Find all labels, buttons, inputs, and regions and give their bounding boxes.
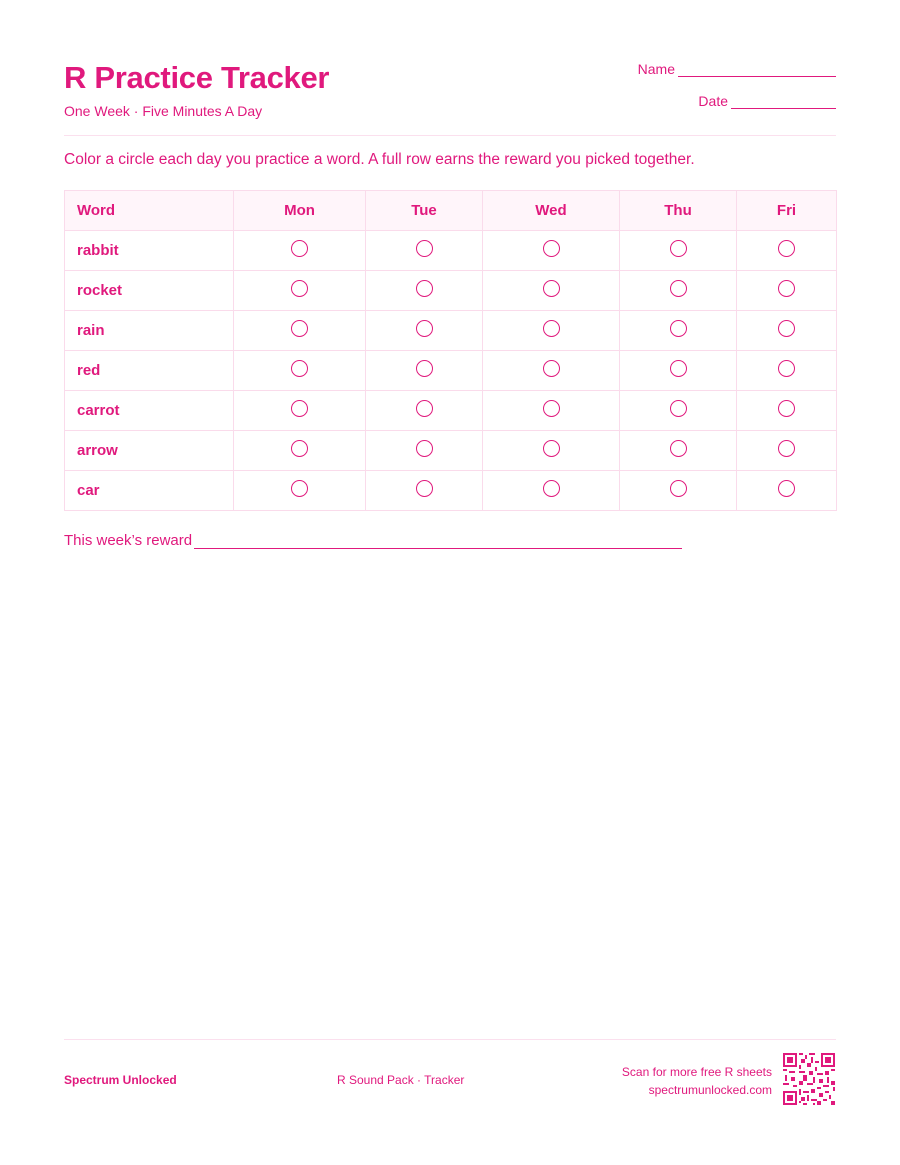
day-cell-thu — [620, 311, 737, 351]
column-header-thu: Thu — [620, 191, 737, 231]
table-row — [65, 271, 837, 311]
day-cell-mon — [234, 271, 366, 311]
name-label: Name — [637, 61, 675, 77]
day-cell-tue — [366, 431, 483, 471]
day-cell-thu — [620, 271, 737, 311]
practice-circle[interactable] — [778, 360, 795, 377]
footer-scan-block — [622, 1063, 772, 1099]
day-cell-tue — [366, 311, 483, 351]
footer-url[interactable]: spectrumunlocked.com — [648, 1083, 772, 1097]
practice-table — [64, 190, 837, 511]
table-row — [65, 391, 837, 431]
day-cell-mon — [234, 311, 366, 351]
practice-circle[interactable] — [291, 240, 308, 257]
day-cell-mon — [234, 231, 366, 271]
reward-line[interactable] — [194, 532, 682, 549]
qr-code-icon[interactable] — [783, 1053, 835, 1105]
day-cell-fri — [737, 431, 837, 471]
practice-circle[interactable] — [670, 240, 687, 257]
word-cell: arrow — [65, 431, 234, 471]
date-field[interactable] — [698, 93, 836, 109]
practice-circle[interactable] — [543, 440, 560, 457]
table-header-row — [65, 191, 837, 231]
footer-divider — [64, 1039, 836, 1040]
day-cell-fri — [737, 351, 837, 391]
practice-circle[interactable] — [778, 280, 795, 297]
column-header-wed: Wed — [483, 191, 620, 231]
column-header-tue: Tue — [366, 191, 483, 231]
column-header-fri: Fri — [737, 191, 837, 231]
footer-pack-label: R Sound Pack · Tracker — [337, 1073, 465, 1087]
date-line[interactable] — [731, 94, 836, 109]
page-subtitle: One Week · Five Minutes A Day — [64, 103, 263, 119]
reward-field[interactable] — [64, 532, 682, 549]
day-cell-mon — [234, 471, 366, 511]
practice-circle[interactable] — [778, 480, 795, 497]
practice-circle[interactable] — [670, 400, 687, 417]
day-cell-fri — [737, 391, 837, 431]
name-field[interactable] — [638, 61, 836, 77]
table-row — [65, 351, 837, 391]
practice-circle[interactable] — [778, 400, 795, 417]
day-cell-mon — [234, 391, 366, 431]
practice-circle[interactable] — [291, 480, 308, 497]
practice-circle[interactable] — [291, 360, 308, 377]
practice-circle[interactable] — [416, 240, 433, 257]
practice-circle[interactable] — [416, 440, 433, 457]
table-row — [65, 431, 837, 471]
practice-circle[interactable] — [416, 360, 433, 377]
footer-scan-text: Scan for more free R sheets — [621, 1065, 772, 1079]
day-cell-wed — [483, 231, 620, 271]
practice-circle[interactable] — [670, 480, 687, 497]
day-cell-tue — [366, 471, 483, 511]
day-cell-fri — [737, 471, 837, 511]
practice-circle[interactable] — [291, 320, 308, 337]
word-cell: rain — [65, 311, 234, 351]
day-cell-tue — [366, 271, 483, 311]
practice-circle[interactable] — [670, 320, 687, 337]
day-cell-wed — [483, 391, 620, 431]
day-cell-tue — [366, 231, 483, 271]
page-title: R Practice Tracker — [64, 60, 330, 95]
practice-circle[interactable] — [543, 240, 560, 257]
day-cell-tue — [366, 391, 483, 431]
day-cell-fri — [737, 231, 837, 271]
practice-circle[interactable] — [670, 280, 687, 297]
day-cell-wed — [483, 271, 620, 311]
name-line[interactable] — [678, 62, 836, 77]
practice-circle[interactable] — [670, 440, 687, 457]
practice-circle[interactable] — [543, 400, 560, 417]
practice-circle[interactable] — [778, 240, 795, 257]
day-cell-wed — [483, 471, 620, 511]
table-row — [65, 231, 837, 271]
word-cell: rocket — [65, 271, 234, 311]
practice-circle[interactable] — [291, 440, 308, 457]
practice-circle[interactable] — [291, 280, 308, 297]
day-cell-wed — [483, 431, 620, 471]
day-cell-fri — [737, 271, 837, 311]
table-row — [65, 471, 837, 511]
practice-circle[interactable] — [416, 320, 433, 337]
practice-circle[interactable] — [416, 400, 433, 417]
column-header-mon: Mon — [234, 191, 366, 231]
day-cell-mon — [234, 351, 366, 391]
word-cell: carrot — [65, 391, 234, 431]
instructions-text: Color a circle each day you practice a word. A full row earns the reward you picked together. — [64, 151, 695, 168]
day-cell-thu — [620, 391, 737, 431]
practice-circle[interactable] — [670, 360, 687, 377]
day-cell-wed — [483, 351, 620, 391]
day-cell-wed — [483, 311, 620, 351]
worksheet-page — [64, 0, 836, 1165]
practice-circle[interactable] — [778, 440, 795, 457]
header-divider — [64, 135, 836, 136]
practice-circle[interactable] — [291, 400, 308, 417]
practice-circle[interactable] — [778, 320, 795, 337]
practice-circle[interactable] — [416, 280, 433, 297]
table-row — [65, 311, 837, 351]
day-cell-thu — [620, 431, 737, 471]
column-header-word: Word — [65, 191, 234, 231]
footer-brand: Spectrum Unlocked — [64, 1073, 177, 1087]
practice-circle[interactable] — [543, 360, 560, 377]
reward-label: This week’s reward — [64, 532, 193, 549]
practice-circle[interactable] — [543, 480, 560, 497]
word-cell: rabbit — [65, 231, 234, 271]
date-label: Date — [698, 93, 728, 109]
day-cell-thu — [620, 231, 737, 271]
practice-circle[interactable] — [543, 280, 560, 297]
word-cell: red — [65, 351, 234, 391]
practice-circle[interactable] — [543, 320, 560, 337]
day-cell-thu — [620, 471, 737, 511]
practice-circle[interactable] — [416, 480, 433, 497]
day-cell-thu — [620, 351, 737, 391]
word-cell: car — [65, 471, 234, 511]
day-cell-tue — [366, 351, 483, 391]
day-cell-fri — [737, 311, 837, 351]
day-cell-mon — [234, 431, 366, 471]
